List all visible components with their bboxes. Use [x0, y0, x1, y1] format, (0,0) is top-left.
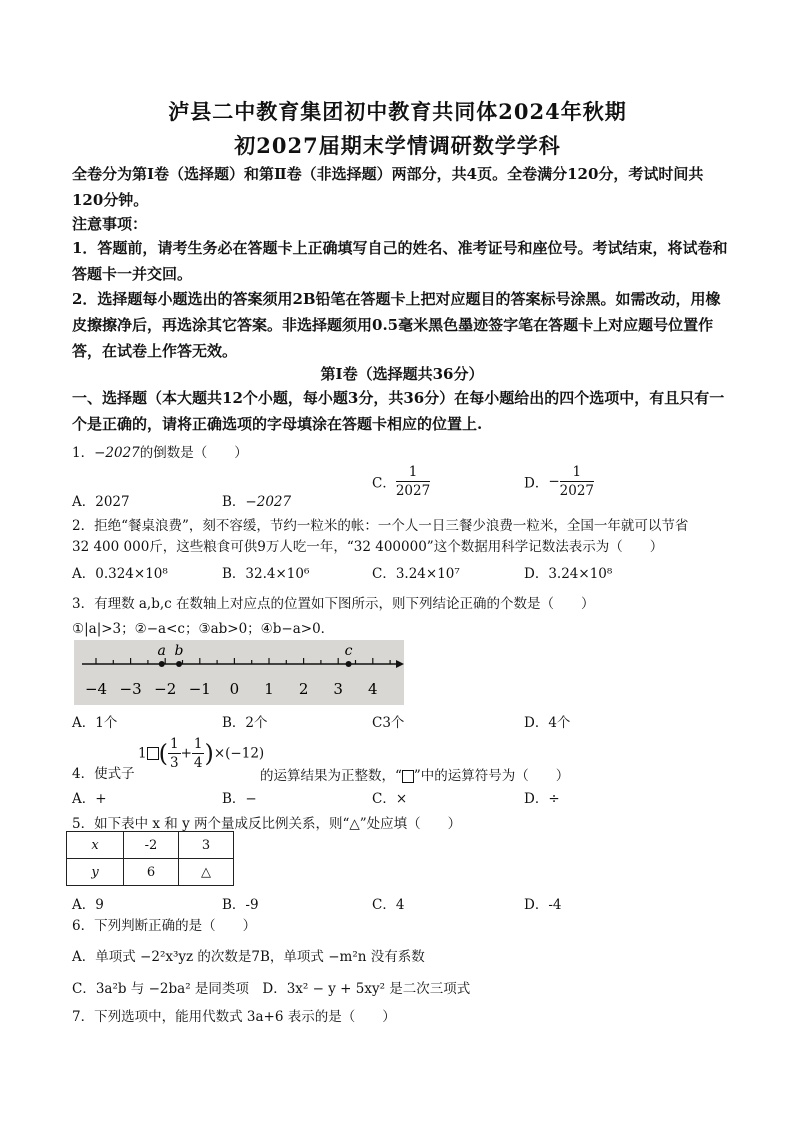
q5-option-b: B．-9	[222, 897, 259, 913]
notice-item-1: 1．答题前，请考生务必在答题卡上正确填写自己的姓名、准考证号和座位号。考试结束，将试卷和答题卡一并交回。	[72, 239, 728, 283]
intro-paragraph: 全卷分为第Ⅰ卷（选择题）和第Ⅱ卷（非选择题）两部分，共4页。全卷满分120分，考试时间共120分钟。	[72, 165, 704, 209]
q2-option-d: D．3.24×10⁸	[524, 566, 613, 582]
table-row: y 6 △	[67, 859, 234, 886]
tick-label: −3	[119, 680, 142, 698]
point-a	[159, 661, 165, 667]
q1-option-a: A．2027	[72, 494, 130, 510]
q4-option-a: A．+	[72, 791, 107, 807]
question-4-text: 的运算结果为正整数，“ ”中的运算符号为（ ）	[260, 768, 570, 784]
point-label-c: c	[344, 643, 353, 659]
section-instructions: 一、选择题（本大题共12个小题，每小题3分，共36分）在每小题给出的四个选项中，有且只有一个是正确的，请将正确选项的字母填涂在答题卡相应的位置上.	[72, 389, 725, 433]
tick-label: 2	[298, 680, 309, 698]
tick-label: 1	[264, 680, 274, 698]
tick-label: −4	[84, 680, 108, 698]
q2-option-c: C．3.24×10⁷	[372, 566, 460, 582]
q5-option-c: C．4	[372, 897, 405, 913]
question-2-line-1: 2．拒绝“餐桌浪费”，刻不容缓，节约一粒米的帐：一个人一日三餐少浪费一粒米，全国一年就可以节省	[72, 518, 689, 534]
q1-option-c: C． $\frac{1}{2027}$	[372, 464, 431, 499]
q5-option-d: D．-4	[524, 897, 562, 913]
q2-option-a: A．0.324×10⁸	[72, 566, 168, 582]
q1-option-b: B．−2027	[222, 494, 292, 510]
question-6: 6．下列判断正确的是（ ）	[72, 918, 257, 934]
q3-option-c: C3个	[372, 715, 405, 731]
q3-option-b: B．2个	[222, 715, 268, 731]
notice-item-2: 2．选择题每小题选出的答案须用2B铅笔在答题卡上把对应题目的答案标号涂黑。如需改动，用橡皮擦擦净后，再选涂其它答案。非选择题须用0.5毫米黑色墨迹签字笔在答题卡上对应题号位置作答，在试卷上作答无效。	[72, 290, 721, 360]
question-4-prefix: 4．使式子	[72, 766, 135, 782]
q4-option-d: D．÷	[524, 791, 560, 807]
operator-box	[147, 747, 159, 760]
question-5: 5．如下表中 x 和 y 两个量成反比例关系，则“△”处应填（ ）	[72, 816, 462, 832]
tick-label: −2	[154, 680, 177, 698]
table-row: x -2 3	[67, 832, 234, 859]
q4-expression: 1 ( $\frac{1}{3}$ + $\frac{1}{4}$ )×(−12)	[138, 736, 265, 771]
q1-expression: −2027	[94, 445, 140, 461]
point-c	[346, 661, 352, 667]
question-3-line-2: ①|a|>3；②−a<c；③ab>0；④b−a>0．	[72, 621, 335, 637]
section-heading: 第Ⅰ卷（选择题共36分）	[320, 365, 484, 383]
q5-option-a: A．9	[72, 897, 104, 913]
number-line-figure	[74, 640, 404, 705]
exam-title-line1: 泸县二中教育集团初中教育共同体2024年秋期	[168, 99, 627, 124]
tick-label: 3	[333, 680, 343, 698]
point-label-a: a	[157, 643, 166, 659]
q5-table	[66, 831, 234, 886]
q4-option-b: B．−	[222, 791, 257, 807]
q2-option-b: B．32.4×10⁶	[222, 566, 310, 582]
tick-label: −1	[188, 680, 211, 698]
tick-label: 0	[229, 680, 240, 698]
notice-heading: 注意事项：	[72, 215, 148, 233]
q6-option-c-d: C．3a²b 与 −2ba² 是同类项 D．3x² − y + 5xy² 是二次三项式	[72, 981, 471, 997]
q4-option-c: C．×	[372, 791, 408, 807]
operator-box-ref	[402, 770, 414, 783]
q6-option-a-b: A．单项式 −2²x³yz 的次数是7B，单项式 −m²n 没有系数	[72, 949, 425, 965]
q1-option-d: D．− $\frac{1}{2027}$	[524, 464, 594, 499]
tick-label: 4	[368, 680, 378, 698]
question-3-line-1: 3．有理数 a,b,c 在数轴上对应点的位置如下图所示，则下列结论正确的个数是（ ）	[72, 596, 595, 612]
question-7: 7．下列选项中，能用代数式 3a+6 表示的是（ ）	[72, 1009, 396, 1025]
q3-option-a: A．1个	[72, 715, 118, 731]
q3-option-d: D．4个	[524, 715, 571, 731]
exam-title-line2: 初2027届期末学情调研数学学科	[234, 133, 561, 158]
question-2-line-2: 32 400 000斤，这些粮食可供9万人吃一年，“32 400000”这个数据用科学记数法表示为（ ）	[72, 539, 664, 555]
point-label-b: b	[174, 643, 184, 659]
point-b	[176, 661, 182, 667]
question-1: 1．−2027的倒数是（ ）	[72, 445, 248, 461]
